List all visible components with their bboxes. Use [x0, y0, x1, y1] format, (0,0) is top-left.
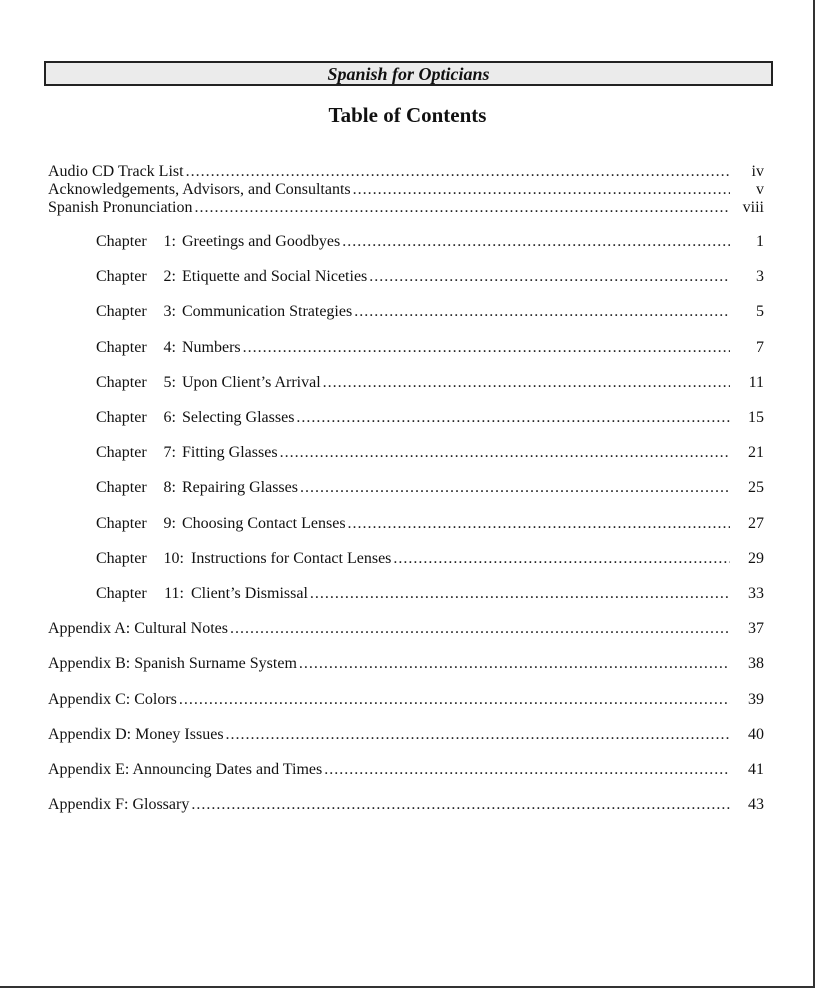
dot-leader	[186, 162, 730, 181]
chapter-word: Chapter	[96, 268, 147, 285]
dot-leader	[393, 549, 730, 568]
toc-entry-page: 15	[748, 409, 764, 426]
dot-leader	[280, 443, 730, 462]
toc-entry-front-matter[interactable]	[48, 180, 764, 199]
chapter-title: Repairing Glasses	[182, 479, 298, 496]
toc-entry-page: 41	[748, 761, 764, 778]
dot-leader	[323, 373, 730, 392]
toc-entry-chapter[interactable]	[96, 549, 764, 568]
dot-leader	[230, 619, 730, 638]
toc-entry-label: Appendix A: Cultural Notes	[48, 620, 228, 637]
dot-leader	[310, 584, 730, 603]
dot-leader	[300, 478, 730, 497]
toc-entry-page: 40	[748, 726, 764, 743]
toc-entry-page: 7	[756, 339, 764, 356]
toc-heading: Table of Contents	[328, 103, 487, 127]
dot-leader	[296, 408, 730, 427]
chapter-title: Etiquette and Social Niceties	[182, 268, 368, 285]
toc-entry-label: Appendix E: Announcing Dates and Times	[48, 761, 323, 778]
chapter-word: Chapter	[96, 374, 147, 391]
toc-entry-front-matter[interactable]	[48, 162, 764, 181]
toc-entry-chapter[interactable]	[96, 302, 764, 321]
toc-entry-appendix[interactable]	[48, 725, 764, 744]
toc-entry-front-matter[interactable]	[48, 198, 764, 217]
toc-entry-label: Appendix F: Glossary	[48, 796, 190, 813]
chapter-title: Fitting Glasses	[182, 444, 278, 461]
toc-entry-appendix[interactable]	[48, 619, 764, 638]
book-title-banner	[44, 61, 773, 86]
toc-entry-label: Spanish Pronunciation	[48, 199, 193, 216]
dot-leader	[324, 760, 730, 779]
chapter-number: 8:	[163, 479, 176, 496]
chapter-number: 4:	[163, 339, 176, 356]
toc-entry-page: 39	[748, 691, 764, 708]
toc-entry-page: 11	[748, 374, 764, 391]
toc-entry-page: 33	[748, 585, 764, 602]
dot-leader	[342, 232, 730, 251]
toc-entry-page: 5	[756, 303, 764, 320]
chapter-word: Chapter	[96, 550, 147, 567]
dot-leader	[243, 338, 730, 357]
chapter-word: Chapter	[96, 233, 147, 250]
chapter-title: Upon Client’s Arrival	[182, 374, 321, 391]
toc-entry-chapter[interactable]	[96, 232, 764, 251]
toc-entry-page: 38	[748, 655, 764, 672]
chapter-number: 11:	[164, 585, 184, 602]
toc-entry-chapter[interactable]	[96, 584, 764, 603]
chapter-word: Chapter	[96, 515, 147, 532]
toc-entry-page: 21	[748, 444, 764, 461]
dot-leader	[179, 690, 730, 709]
dot-leader	[194, 198, 730, 217]
toc-entry-chapter[interactable]	[96, 514, 764, 533]
toc-entry-page: iv	[751, 163, 764, 180]
dot-leader	[354, 302, 730, 321]
chapter-title: Selecting Glasses	[182, 409, 295, 426]
toc-entry-page: 37	[748, 620, 764, 637]
dot-leader	[348, 514, 730, 533]
dot-leader	[353, 180, 730, 199]
chapter-title: Choosing Contact Lenses	[182, 515, 346, 532]
toc-entry-page: v	[756, 181, 764, 198]
dot-leader	[299, 654, 730, 673]
chapter-number: 3:	[163, 303, 176, 320]
dot-leader	[191, 795, 730, 814]
chapter-word: Chapter	[96, 444, 147, 461]
dot-leader	[226, 725, 730, 744]
chapter-number: 1:	[163, 233, 176, 250]
chapter-title: Instructions for Contact Lenses	[191, 550, 392, 567]
toc-entry-page: 27	[748, 515, 764, 532]
chapter-number: 2:	[163, 268, 176, 285]
chapter-number: 6:	[163, 409, 176, 426]
chapter-number: 5:	[163, 374, 176, 391]
toc-entry-page: 1	[756, 233, 764, 250]
chapter-number: 10:	[163, 550, 184, 567]
toc-entry-chapter[interactable]	[96, 443, 764, 462]
toc-entry-appendix[interactable]	[48, 690, 764, 709]
chapter-number: 9:	[163, 515, 176, 532]
toc-entry-chapter[interactable]	[96, 338, 764, 357]
toc-entry-appendix[interactable]	[48, 654, 764, 673]
chapter-word: Chapter	[96, 479, 147, 496]
dot-leader	[369, 267, 730, 286]
toc-entry-page: viii	[742, 199, 764, 216]
chapter-title: Numbers	[182, 339, 241, 356]
chapter-title: Communication Strategies	[182, 303, 353, 320]
chapter-title: Client’s Dismissal	[191, 585, 308, 602]
toc-entry-chapter[interactable]	[96, 373, 764, 392]
toc-entry-page: 25	[748, 479, 764, 496]
toc-entry-chapter[interactable]	[96, 478, 764, 497]
chapter-word: Chapter	[96, 339, 147, 356]
toc-entry-label: Appendix B: Spanish Surname System	[48, 655, 297, 672]
toc-entry-label: Appendix D: Money Issues	[48, 726, 224, 743]
toc-entry-label: Acknowledgements, Advisors, and Consultants	[48, 181, 351, 198]
toc-entry-appendix[interactable]	[48, 795, 764, 814]
chapter-title: Greetings and Goodbyes	[182, 233, 341, 250]
toc-entry-label: Appendix C: Colors	[48, 691, 177, 708]
book-title: Spanish for Opticians	[327, 64, 490, 84]
toc-entry-label: Audio CD Track List	[48, 163, 184, 180]
chapter-word: Chapter	[96, 409, 147, 426]
toc-entry-page: 29	[748, 550, 764, 567]
toc-entry-page: 3	[756, 268, 764, 285]
chapter-word: Chapter	[96, 303, 147, 320]
chapter-number: 7:	[163, 444, 176, 461]
toc-entry-chapter[interactable]	[96, 267, 764, 286]
toc-entry-chapter[interactable]	[96, 408, 764, 427]
chapter-word: Chapter	[96, 585, 147, 602]
toc-entry-page: 43	[748, 796, 764, 813]
toc-entry-appendix[interactable]	[48, 760, 764, 779]
